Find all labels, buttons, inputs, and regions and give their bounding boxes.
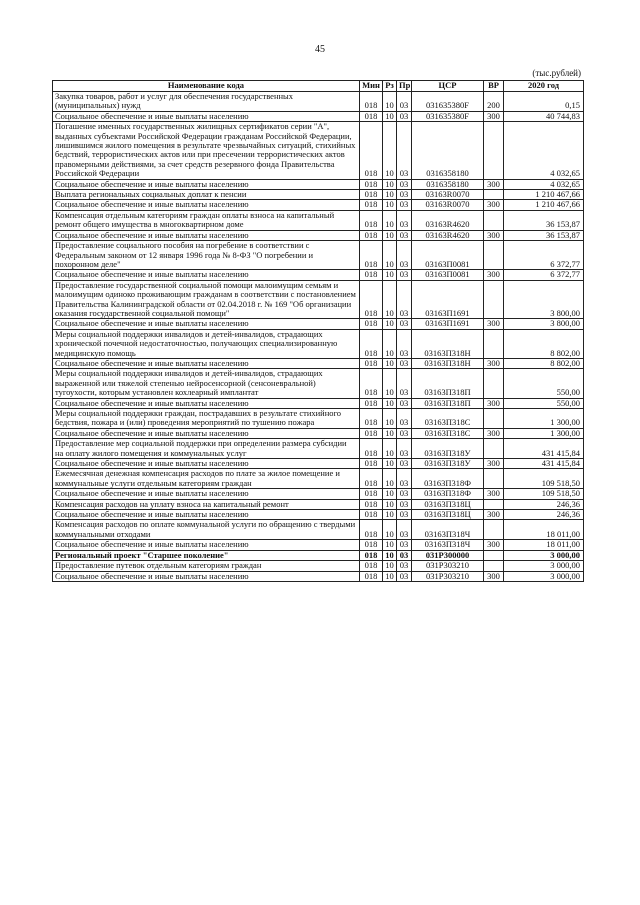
row-vr: 200: [484, 92, 504, 112]
row-name: Социальное обеспечение и иные выплаты населению: [53, 510, 360, 520]
table-row: [53, 280, 584, 319]
row-csr: 03163П318У: [412, 439, 484, 459]
row-csr: 03163П1691: [412, 319, 484, 329]
row-pr: 03: [397, 241, 412, 270]
row-vr: [484, 280, 504, 319]
row-csr: 03163П318Ч: [412, 520, 484, 540]
row-vr: [484, 469, 504, 489]
row-amount: 431 415,84: [504, 459, 584, 469]
row-csr: 03163П0081: [412, 270, 484, 280]
row-csr: 0316358180: [412, 179, 484, 189]
row-min: 018: [360, 230, 383, 240]
row-csr: 03163П318Н: [412, 358, 484, 368]
row-rz: 10: [383, 571, 397, 581]
table-row: [53, 122, 584, 179]
table-row: [53, 540, 584, 550]
row-rz: 10: [383, 92, 397, 112]
table-row: [53, 550, 584, 560]
row-amount: 18 011,00: [504, 540, 584, 550]
row-amount: 36 153,87: [504, 210, 584, 230]
row-name: Предоставление социального пособия на погребение в соответствии с Федеральным законом от 12 января 1996 года № 8-ФЗ "О погребении и похоронном деле": [53, 241, 360, 270]
row-amount: 3 000,00: [504, 561, 584, 571]
row-min: 018: [360, 409, 383, 429]
row-vr: 300: [484, 428, 504, 438]
table-row: [53, 398, 584, 408]
row-min: 018: [360, 190, 383, 200]
row-min: 018: [360, 210, 383, 230]
row-rz: 10: [383, 200, 397, 210]
row-csr: 03163П318Ф: [412, 469, 484, 489]
row-rz: 10: [383, 469, 397, 489]
table-row: [53, 369, 584, 398]
row-amount: 109 518,50: [504, 489, 584, 499]
row-vr: [484, 561, 504, 571]
row-pr: 03: [397, 428, 412, 438]
row-vr: 300: [484, 319, 504, 329]
row-amount: 1 210 467,66: [504, 200, 584, 210]
row-csr: 03163П318У: [412, 459, 484, 469]
header-csr: ЦСР: [412, 81, 484, 92]
row-vr: 300: [484, 179, 504, 189]
row-name: Меры социальной поддержки инвалидов и детей-инвалидов, страдающих хронической почечной недостаточностью, получающих специализированную медицинскую помощь: [53, 329, 360, 358]
row-amount: 0,15: [504, 92, 584, 112]
row-name: Погашение именных государственных жилищных сертификатов серии "А", выданных субъектами Российской Федерации гражданам Российской Федерации, лишившимся жилого помещения в результате чрезвычайных ситуаций, стихийных бедствий, террористических актов или при пресечении террористических актов правомерными действиями, за счет средств резервного фонда Правительства Российской Федерации: [53, 122, 360, 179]
row-amount: 246,36: [504, 499, 584, 509]
row-csr: 03163П1691: [412, 280, 484, 319]
row-min: 018: [360, 510, 383, 520]
row-vr: 300: [484, 358, 504, 368]
row-vr: 300: [484, 510, 504, 520]
row-rz: 10: [383, 270, 397, 280]
table-row: [53, 459, 584, 469]
table-row: [53, 489, 584, 499]
row-min: 018: [360, 540, 383, 550]
row-csr: 0316358180: [412, 122, 484, 179]
row-rz: 10: [383, 230, 397, 240]
table-header-row: [53, 81, 584, 92]
table-row: [53, 210, 584, 230]
row-name: Меры социальной поддержки граждан, пострадавших в результате стихийного бедствия, пожара и (или) проведения мероприятий по тушению пожара: [53, 409, 360, 429]
row-amount: 431 415,84: [504, 439, 584, 459]
row-amount: 3 000,00: [504, 550, 584, 560]
budget-table: [52, 80, 584, 582]
row-min: 018: [360, 571, 383, 581]
row-min: 018: [360, 280, 383, 319]
row-amount: 4 032,65: [504, 122, 584, 179]
table-row: [53, 499, 584, 509]
row-csr: 03163П318С: [412, 409, 484, 429]
row-amount: 246,36: [504, 510, 584, 520]
row-name: Закупка товаров, работ и услуг для обеспечения государственных (муниципальных) нужд: [53, 92, 360, 112]
row-name: Предоставление государственной социальной помощи малоимущим семьям и малоимущим одиноко проживающим гражданам в соответствии с постановлением Правительства Калининградской области от 02.04.2018 г. № 169 "Об организации оказания государственной социальной помощи": [53, 280, 360, 319]
row-vr: 300: [484, 489, 504, 499]
row-name: Социальное обеспечение и иные выплаты населению: [53, 230, 360, 240]
table-row: [53, 111, 584, 121]
row-pr: 03: [397, 358, 412, 368]
row-csr: 03163R4620: [412, 210, 484, 230]
row-rz: 10: [383, 409, 397, 429]
row-csr: 03163П318Ц: [412, 510, 484, 520]
header-vr: ВР: [484, 81, 504, 92]
row-rz: 10: [383, 319, 397, 329]
row-pr: 03: [397, 92, 412, 112]
row-min: 018: [360, 369, 383, 398]
row-amount: 550,00: [504, 369, 584, 398]
row-vr: 300: [484, 571, 504, 581]
row-csr: 03163П0081: [412, 241, 484, 270]
row-pr: 03: [397, 369, 412, 398]
header-year: 2020 год: [504, 81, 584, 92]
row-min: 018: [360, 499, 383, 509]
row-min: 018: [360, 111, 383, 121]
row-pr: 03: [397, 459, 412, 469]
page-number: 45: [315, 44, 325, 55]
row-name: Социальное обеспечение и иные выплаты населению: [53, 179, 360, 189]
table-row: [53, 270, 584, 280]
row-vr: [484, 241, 504, 270]
row-pr: 03: [397, 439, 412, 459]
row-name: Социальное обеспечение и иные выплаты населению: [53, 319, 360, 329]
row-vr: [484, 520, 504, 540]
row-vr: 300: [484, 200, 504, 210]
row-csr: 03163П318Ч: [412, 540, 484, 550]
row-vr: [484, 122, 504, 179]
table-row: [53, 409, 584, 429]
row-name: Выплата региональных социальных доплат к пенсии: [53, 190, 360, 200]
row-amount: 3 000,00: [504, 571, 584, 581]
table-row: [53, 200, 584, 210]
row-pr: 03: [397, 499, 412, 509]
row-csr: 03163П318С: [412, 428, 484, 438]
row-pr: 03: [397, 122, 412, 179]
row-rz: 10: [383, 398, 397, 408]
row-csr: 03163П318Ф: [412, 489, 484, 499]
row-rz: 10: [383, 280, 397, 319]
row-min: 018: [360, 179, 383, 189]
row-csr: 03163П318П: [412, 369, 484, 398]
row-amount: 3 800,00: [504, 319, 584, 329]
table-row: [53, 439, 584, 459]
row-pr: 03: [397, 469, 412, 489]
row-csr: 031635380F: [412, 111, 484, 121]
row-csr: 031P300000: [412, 550, 484, 560]
row-amount: 8 802,00: [504, 329, 584, 358]
row-amount: 40 744,83: [504, 111, 584, 121]
row-pr: 03: [397, 111, 412, 121]
table-row: [53, 190, 584, 200]
row-csr: 031P303210: [412, 561, 484, 571]
header-name: Наименование кода: [53, 81, 360, 92]
row-min: 018: [360, 92, 383, 112]
row-vr: 300: [484, 540, 504, 550]
row-name: Социальное обеспечение и иные выплаты населению: [53, 270, 360, 280]
row-pr: 03: [397, 571, 412, 581]
row-rz: 10: [383, 561, 397, 571]
row-rz: 10: [383, 358, 397, 368]
row-pr: 03: [397, 409, 412, 429]
row-min: 018: [360, 439, 383, 459]
row-pr: 03: [397, 270, 412, 280]
row-rz: 10: [383, 439, 397, 459]
row-name: Социальное обеспечение и иные выплаты населению: [53, 398, 360, 408]
row-csr: 031P303210: [412, 571, 484, 581]
table-row: [53, 92, 584, 112]
row-pr: 03: [397, 210, 412, 230]
header-pr: Пр: [397, 81, 412, 92]
row-vr: [484, 369, 504, 398]
row-csr: 03163П318Н: [412, 329, 484, 358]
row-vr: 300: [484, 459, 504, 469]
row-pr: 03: [397, 550, 412, 560]
row-csr: 03163R0070: [412, 190, 484, 200]
row-name: Социальное обеспечение и иные выплаты населению: [53, 540, 360, 550]
row-rz: 10: [383, 550, 397, 560]
row-vr: 300: [484, 270, 504, 280]
row-rz: 10: [383, 489, 397, 499]
row-pr: 03: [397, 489, 412, 499]
row-rz: 10: [383, 241, 397, 270]
row-name: Социальное обеспечение и иные выплаты населению: [53, 459, 360, 469]
row-name: Предоставление путевок отдельным категориям граждан: [53, 561, 360, 571]
row-pr: 03: [397, 510, 412, 520]
row-min: 018: [360, 550, 383, 560]
row-rz: 10: [383, 179, 397, 189]
row-rz: 10: [383, 329, 397, 358]
row-amount: 6 372,77: [504, 270, 584, 280]
row-vr: 300: [484, 111, 504, 121]
table-row: [53, 571, 584, 581]
row-min: 018: [360, 520, 383, 540]
row-amount: 4 032,65: [504, 179, 584, 189]
row-csr: 031635380F: [412, 92, 484, 112]
row-amount: 3 800,00: [504, 280, 584, 319]
row-name: Социальное обеспечение и иные выплаты населению: [53, 428, 360, 438]
table-row: [53, 428, 584, 438]
row-pr: 03: [397, 179, 412, 189]
row-name: Ежемесячная денежная компенсация расходов по плате за жилое помещение и коммунальные услуги отдельным категориям граждан: [53, 469, 360, 489]
row-name: Региональный проект "Старшее поколение": [53, 550, 360, 560]
table-row: [53, 358, 584, 368]
row-rz: 10: [383, 499, 397, 509]
row-amount: 1 300,00: [504, 428, 584, 438]
row-min: 018: [360, 428, 383, 438]
row-vr: 300: [484, 230, 504, 240]
row-vr: [484, 210, 504, 230]
header-rz: Рз: [383, 81, 397, 92]
row-pr: 03: [397, 230, 412, 240]
row-csr: 03163R0070: [412, 200, 484, 210]
row-rz: 10: [383, 190, 397, 200]
row-pr: 03: [397, 329, 412, 358]
row-name: Компенсация расходов на уплату взноса на капитальный ремонт: [53, 499, 360, 509]
row-rz: 10: [383, 510, 397, 520]
row-rz: 10: [383, 122, 397, 179]
row-name: Меры социальной поддержки инвалидов и детей-инвалидов, страдающих выраженной или тяжелой степенью нейросенсорной (сенсоневральной) тугоухости, которым установлен кохлеарный имплантат: [53, 369, 360, 398]
row-vr: [484, 499, 504, 509]
row-amount: 6 372,77: [504, 241, 584, 270]
row-name: Компенсация расходов по оплате коммунальной услуги по обращению с твердыми коммунальными отходами: [53, 520, 360, 540]
table-row: [53, 179, 584, 189]
row-rz: 10: [383, 459, 397, 469]
row-min: 018: [360, 561, 383, 571]
row-amount: 8 802,00: [504, 358, 584, 368]
row-name: Социальное обеспечение и иные выплаты населению: [53, 571, 360, 581]
row-min: 018: [360, 270, 383, 280]
table-body: [53, 92, 584, 582]
row-amount: 1 300,00: [504, 409, 584, 429]
row-name: Социальное обеспечение и иные выплаты населению: [53, 111, 360, 121]
row-amount: 550,00: [504, 398, 584, 408]
row-rz: 10: [383, 520, 397, 540]
row-min: 018: [360, 329, 383, 358]
table-row: [53, 319, 584, 329]
table-row: [53, 561, 584, 571]
row-vr: [484, 329, 504, 358]
row-vr: [484, 409, 504, 429]
row-amount: 18 011,00: [504, 520, 584, 540]
row-min: 018: [360, 398, 383, 408]
row-vr: 300: [484, 398, 504, 408]
row-rz: 10: [383, 369, 397, 398]
table-row: [53, 329, 584, 358]
table-row: [53, 510, 584, 520]
row-rz: 10: [383, 111, 397, 121]
row-name: Социальное обеспечение и иные выплаты населению: [53, 200, 360, 210]
row-csr: 03163П318Ц: [412, 499, 484, 509]
row-name: Социальное обеспечение и иные выплаты населению: [53, 489, 360, 499]
row-rz: 10: [383, 428, 397, 438]
row-pr: 03: [397, 540, 412, 550]
row-vr: [484, 190, 504, 200]
row-csr: 03163R4620: [412, 230, 484, 240]
row-min: 018: [360, 469, 383, 489]
row-amount: 109 518,50: [504, 469, 584, 489]
row-amount: 36 153,87: [504, 230, 584, 240]
row-pr: 03: [397, 190, 412, 200]
row-name: Компенсация отдельным категориям граждан оплаты взноса на капитальный ремонт общего имущества в многоквартирном доме: [53, 210, 360, 230]
table-row: [53, 469, 584, 489]
row-pr: 03: [397, 561, 412, 571]
row-vr: [484, 550, 504, 560]
row-min: 018: [360, 459, 383, 469]
table-row: [53, 241, 584, 270]
row-rz: 10: [383, 540, 397, 550]
row-min: 018: [360, 241, 383, 270]
row-pr: 03: [397, 200, 412, 210]
row-rz: 10: [383, 210, 397, 230]
row-vr: [484, 439, 504, 459]
units-label: (тыс.рублей): [532, 68, 581, 78]
row-min: 018: [360, 319, 383, 329]
row-pr: 03: [397, 398, 412, 408]
row-amount: 1 210 467,66: [504, 190, 584, 200]
header-min: Мин: [360, 81, 383, 92]
row-name: Социальное обеспечение и иные выплаты населению: [53, 358, 360, 368]
row-pr: 03: [397, 280, 412, 319]
row-csr: 03163П318П: [412, 398, 484, 408]
table-row: [53, 520, 584, 540]
row-name: Предоставление мер социальной поддержки при определении размера субсидии на оплату жилого помещения и коммунальных услуг: [53, 439, 360, 459]
row-pr: 03: [397, 319, 412, 329]
row-min: 018: [360, 122, 383, 179]
row-pr: 03: [397, 520, 412, 540]
table-row: [53, 230, 584, 240]
row-min: 018: [360, 200, 383, 210]
row-min: 018: [360, 489, 383, 499]
row-min: 018: [360, 358, 383, 368]
